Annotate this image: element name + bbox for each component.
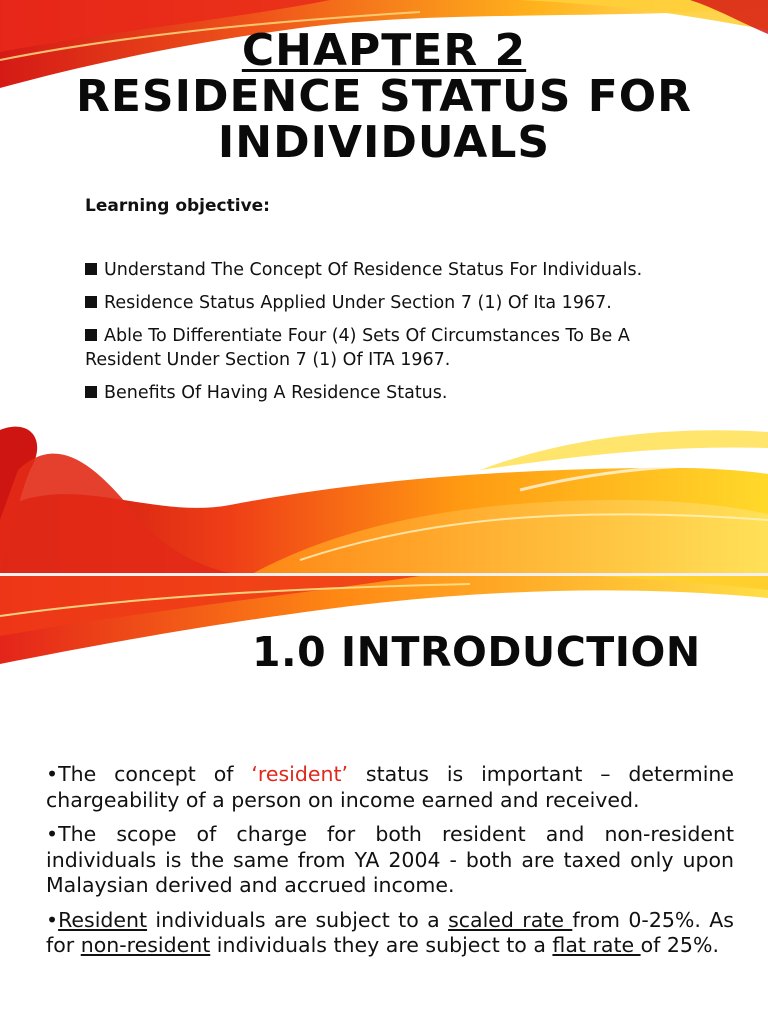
square-bullet-icon [85, 329, 97, 341]
objective-text: Benefits Of Having A Residence Status. [104, 383, 448, 403]
objective-heading: Learning objective: [85, 196, 270, 216]
non-resident-underlined: non-resident [80, 933, 211, 957]
chapter-number: CHAPTER 2 [241, 25, 527, 76]
scaled-rate-underlined: scaled rate [448, 907, 573, 932]
objective-text: Residence Status Applied Under Section 7 (1) Of Ita 1967. [104, 293, 612, 313]
objective-item [85, 324, 705, 372]
square-bullet-icon [85, 263, 97, 275]
square-bullet-icon [85, 296, 97, 308]
paragraph-tax-rates: •Resident individuals are subject to a scaled rate from 0-25%. As for non-resident individuals they are subject to a flat rate of 25%. [46, 907, 734, 957]
square-bullet-icon [85, 386, 97, 398]
objective-item [85, 258, 705, 282]
chapter-title [0, 25, 768, 168]
objective-item [85, 381, 705, 405]
section-title: 1.0 INTRODUCTION [252, 628, 701, 676]
objective-text: Understand The Concept Of Residence Status For Individuals. [104, 260, 643, 280]
objective-item [85, 291, 705, 315]
title-line-3: INDIVIDUALS [217, 117, 551, 168]
learning-objectives [85, 196, 705, 414]
slide-2 [0, 576, 768, 1024]
resident-underlined: Resident [58, 907, 148, 932]
introduction-body [46, 762, 734, 968]
objective-text: Able To Differentiate Four (4) Sets Of Circumstances To Be A Resident Under Section 7 (1) Of ITA 1967. [85, 326, 630, 370]
resident-term: ‘resident’ [251, 762, 349, 786]
paragraph-resident-concept: •The concept of ‘resident’ status is important – determine chargeability of a person on income earned and received. [46, 762, 734, 812]
flat-rate-underlined: flat rate [552, 933, 641, 957]
title-line-2: RESIDENCE STATUS FOR [75, 71, 693, 122]
paragraph-scope-of-charge: •The scope of charge for both resident and non-resident individuals is the same from YA 2004 - both are taxed only upon Malaysian derived and accrued income. [46, 822, 734, 897]
